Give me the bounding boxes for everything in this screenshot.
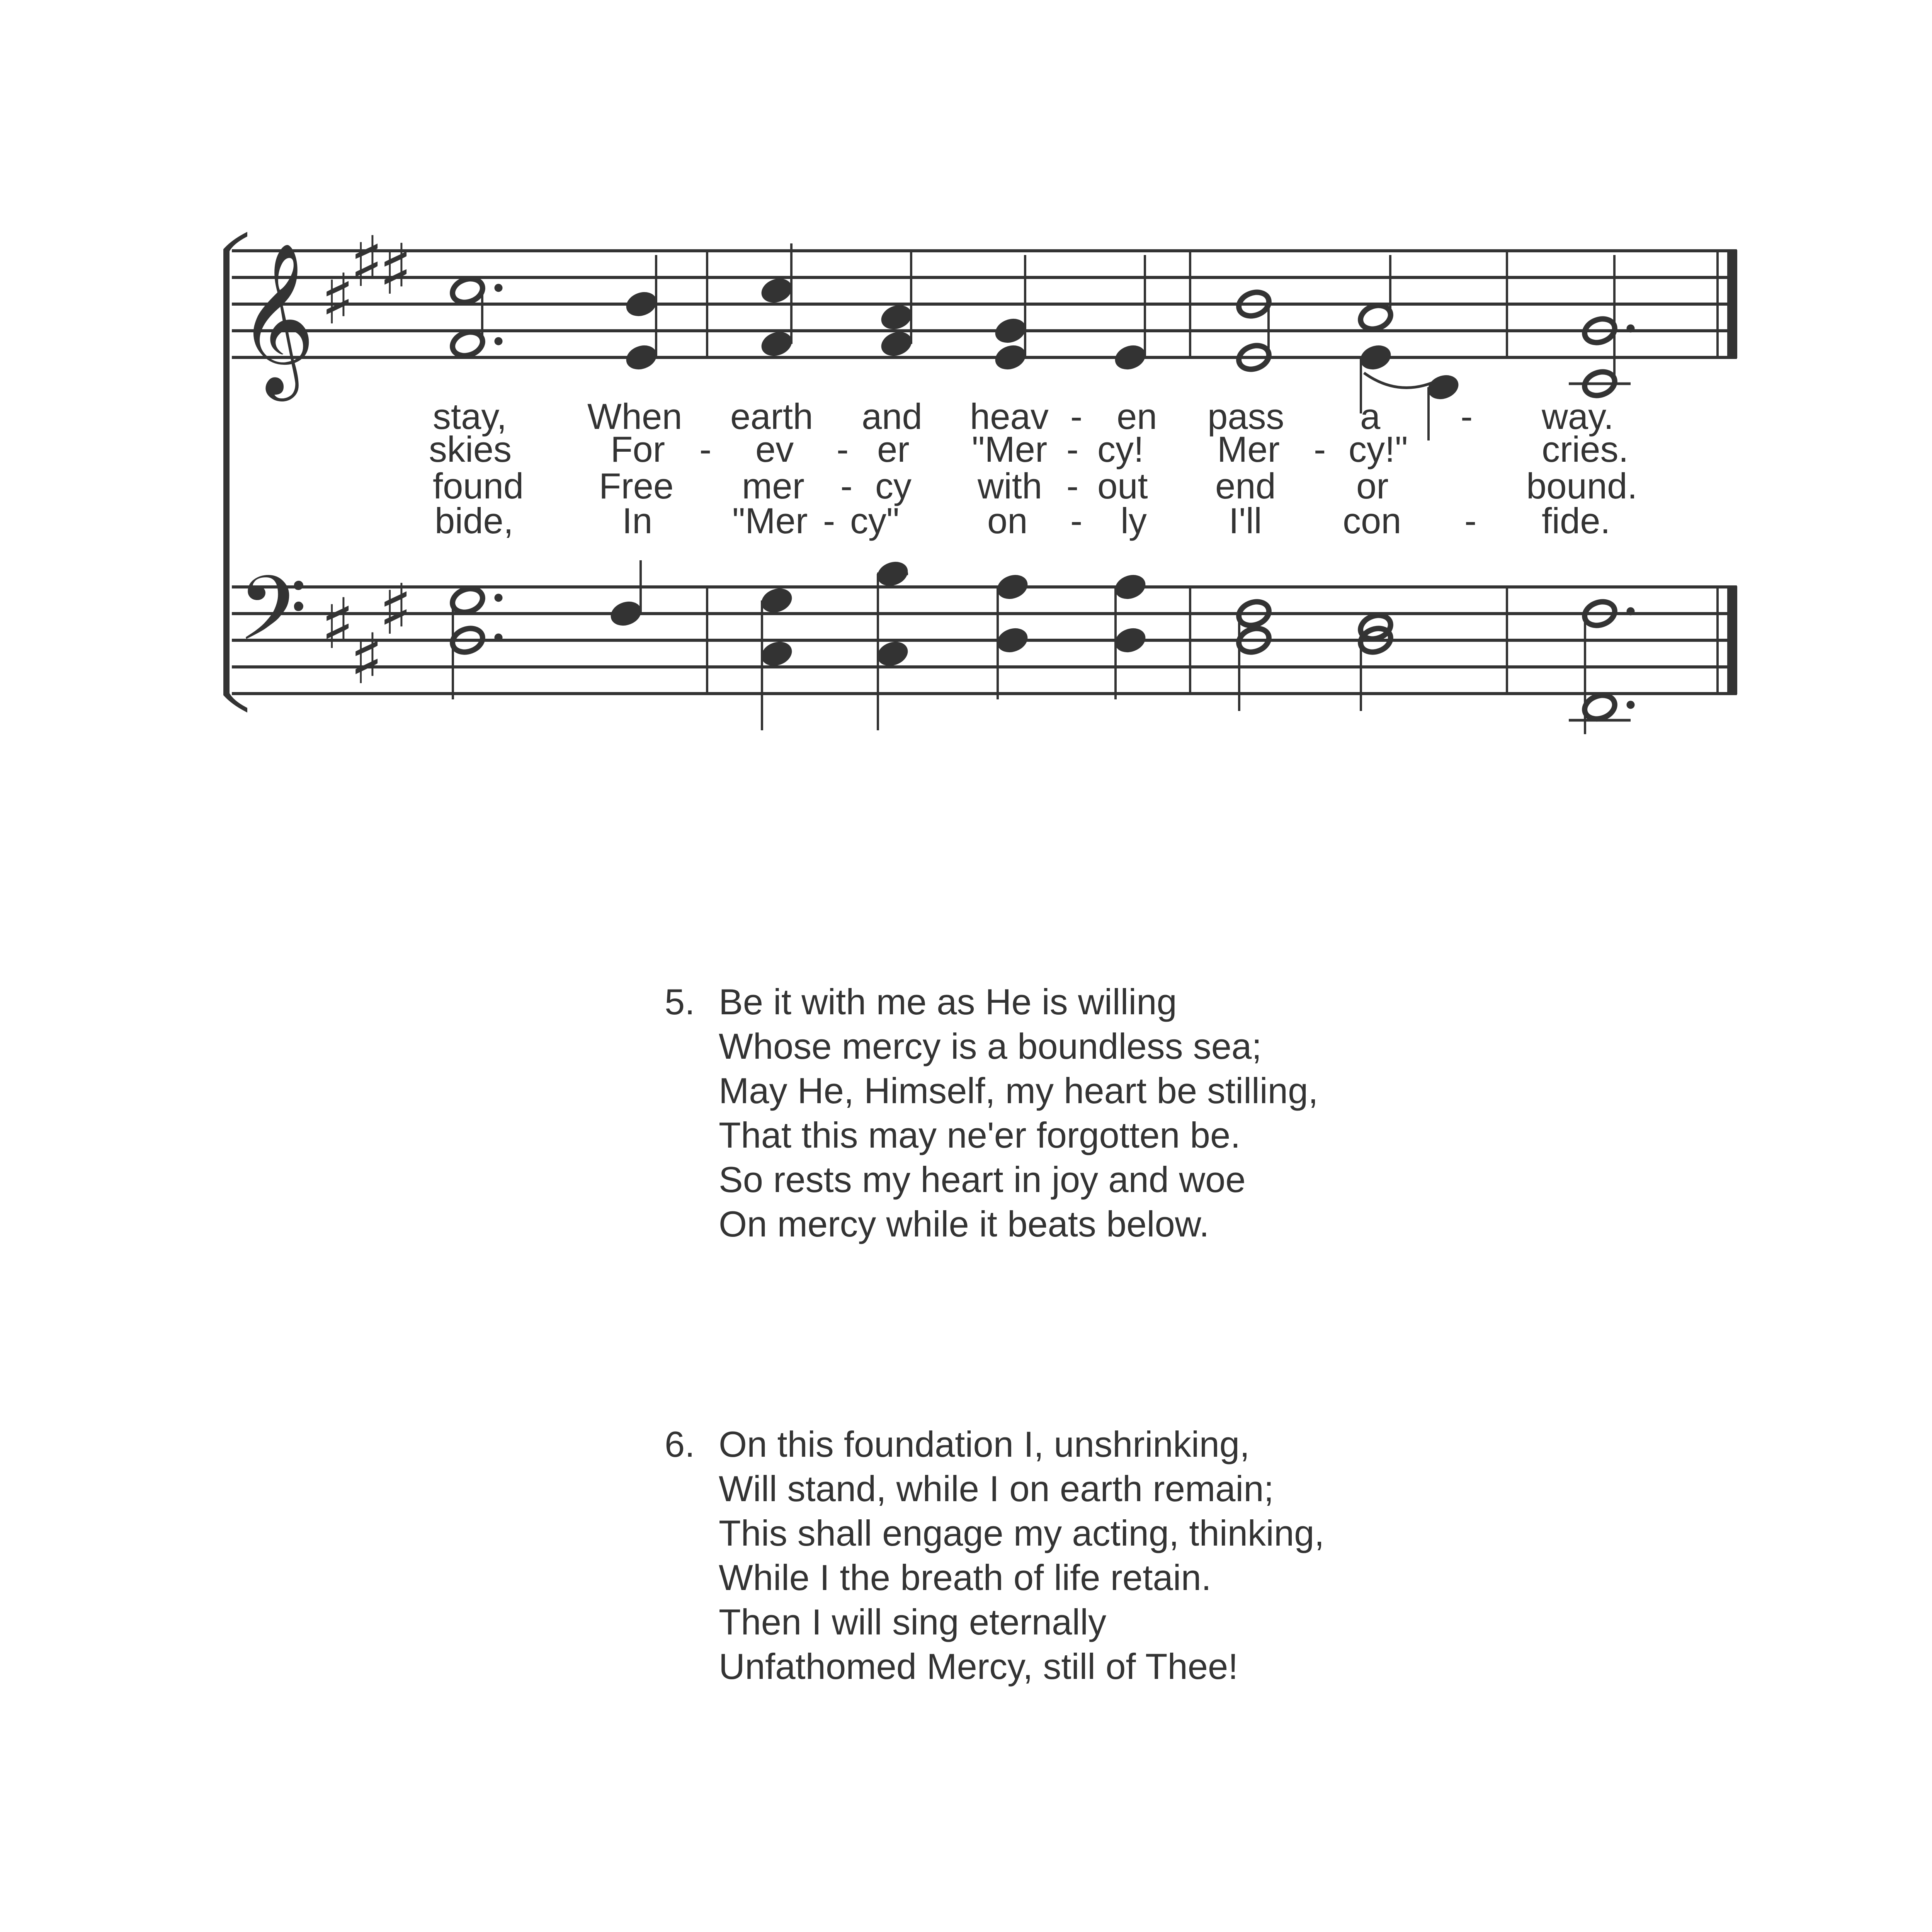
treble-key-signature xyxy=(321,222,412,340)
lyric-syllable: Mer xyxy=(1217,429,1280,469)
lyric-syllable: Free xyxy=(599,466,674,506)
lyric-syllable: cy xyxy=(875,466,912,506)
bass-staff xyxy=(232,587,1737,694)
lyric-syllable: - xyxy=(1461,396,1473,437)
verse-line: May He, Himself, my heart be stilling, xyxy=(719,1070,1318,1111)
lyric-syllable: - xyxy=(1070,396,1083,437)
final-double-bar xyxy=(1727,250,1737,694)
lyric-syllable: For xyxy=(611,429,665,469)
treble-staff xyxy=(232,251,1737,357)
lyric-syllable: with xyxy=(978,466,1043,506)
lyric-syllable: cries. xyxy=(1542,429,1629,469)
lyric-syllable: or xyxy=(1356,466,1389,506)
lyric-syllable: - xyxy=(1066,429,1079,469)
lyric-syllable: end xyxy=(1215,466,1276,506)
lyric-syllable: bide, xyxy=(435,500,514,541)
lyric-syllable: - xyxy=(1070,500,1083,541)
lyric-syllable: en xyxy=(1117,396,1157,437)
lyric-syllable: and xyxy=(862,396,922,437)
verse-number: 5. xyxy=(665,981,695,1022)
lyric-syllable: skies xyxy=(429,429,512,469)
verse-line: Whose mercy is a boundless sea; xyxy=(719,1026,1262,1066)
sharp-icon: ♯ xyxy=(321,259,355,340)
lyric-syllable: on xyxy=(987,500,1028,541)
verse-line: This shall engage my acting, thinking, xyxy=(719,1513,1325,1553)
lyric-syllable: con xyxy=(1343,500,1401,541)
verse-line: On this foundation I, unshrinking, xyxy=(719,1424,1250,1464)
lyric-syllable: - xyxy=(837,429,849,469)
verse-line: On mercy while it beats below. xyxy=(719,1204,1209,1244)
verse-number: 6. xyxy=(665,1424,695,1464)
verse-line: So rests my heart in joy and woe xyxy=(719,1159,1246,1200)
lyric-syllable: fide. xyxy=(1542,500,1611,541)
sharp-icon: ♯ xyxy=(379,570,413,650)
lyric-syllable: "Mer xyxy=(732,500,808,541)
lyric-syllable: stay, xyxy=(433,396,507,437)
verse-line: Be it with me as He is willing xyxy=(719,981,1177,1022)
verse-line: Will stand, while I on earth remain; xyxy=(719,1468,1274,1509)
lyric-syllable: When xyxy=(587,396,682,437)
lyric-syllable: er xyxy=(877,429,910,469)
lyric-syllable: - xyxy=(840,466,853,506)
lyric-syllable: ly xyxy=(1121,500,1147,541)
verse-line: While I the breath of life retain. xyxy=(719,1557,1211,1598)
lyric-syllable: "Mer xyxy=(972,429,1048,469)
verse-line: Unfathomed Mercy, still of Thee! xyxy=(719,1646,1238,1687)
bass-notes xyxy=(449,558,1634,734)
lyric-syllable: In xyxy=(622,500,653,541)
lyric-syllable: heav xyxy=(970,396,1049,437)
lyric-syllable: a xyxy=(1360,396,1381,437)
sharp-icon: ♯ xyxy=(379,230,413,310)
lyric-syllable: way. xyxy=(1542,396,1614,437)
lyric-line-4 xyxy=(435,500,1611,541)
lyric-syllable: - xyxy=(1066,466,1079,506)
sharp-icon: ♯ xyxy=(350,222,384,303)
lyric-syllable: found xyxy=(433,466,524,506)
lyric-line-3 xyxy=(433,466,1638,506)
verse-line: Then I will sing eternally xyxy=(719,1602,1107,1642)
bass-clef-icon: 𝄢 xyxy=(238,557,308,683)
lyric-syllable: I'll xyxy=(1229,500,1262,541)
lyric-syllable: - xyxy=(1464,500,1477,541)
lyric-syllable: out xyxy=(1097,466,1148,506)
sharp-icon: ♯ xyxy=(321,584,355,665)
lyric-syllable: - xyxy=(823,500,835,541)
lyric-syllable: earth xyxy=(730,396,813,437)
lyric-syllable: - xyxy=(699,429,712,469)
lyric-syllable: mer xyxy=(742,466,804,506)
verse-line: That this may ne'er forgotten be. xyxy=(719,1115,1241,1155)
lyric-syllable: cy! xyxy=(1097,429,1144,469)
lyric-syllable: - xyxy=(1314,429,1326,469)
lyric-syllable: cy" xyxy=(850,500,900,541)
lyric-syllable: pass xyxy=(1208,396,1284,437)
lyric-syllable: ev xyxy=(755,429,794,469)
lyric-syllable: bound. xyxy=(1526,466,1638,506)
sharp-icon: ♯ xyxy=(350,619,384,700)
bass-key-signature xyxy=(321,570,412,700)
lyric-syllable: cy!" xyxy=(1349,429,1408,469)
treble-clef-icon: 𝄞 xyxy=(238,242,315,395)
music-score xyxy=(0,0,1932,753)
